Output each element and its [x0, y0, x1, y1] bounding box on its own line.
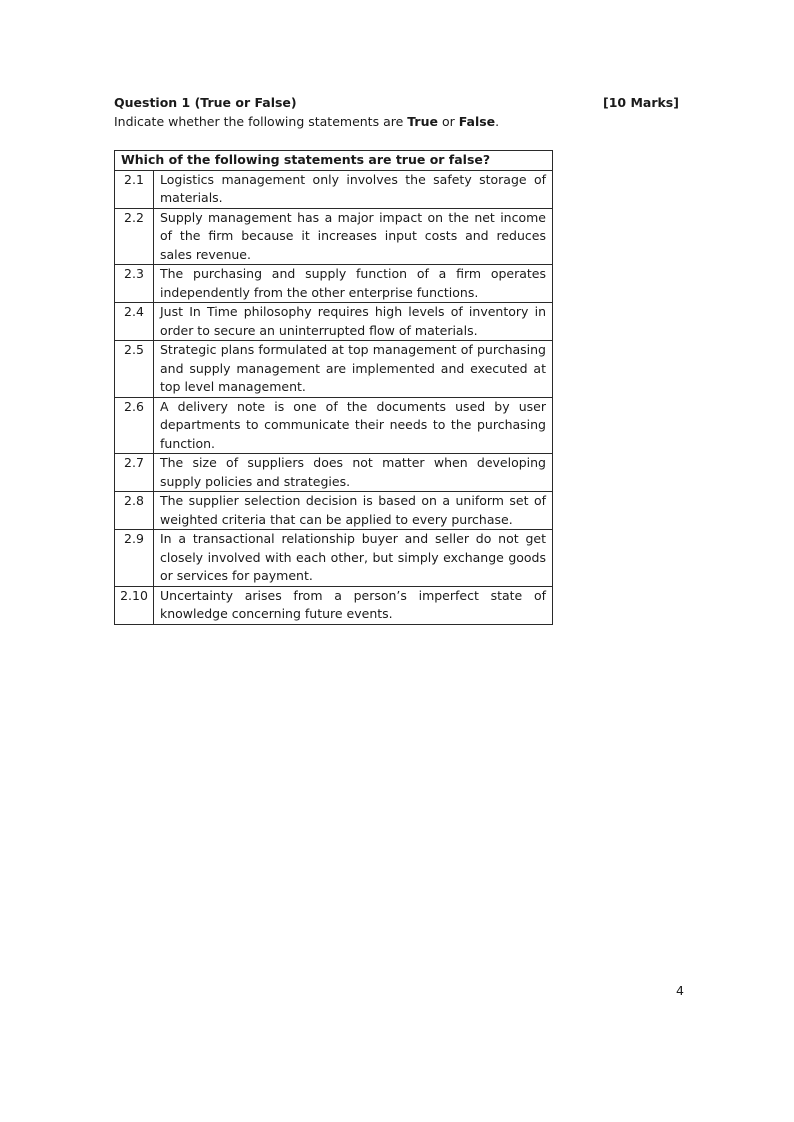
instruction-true: True	[407, 114, 438, 129]
statement-text: Strategic plans formulated at top management of purchasing and supply management are implemented and executed at top level management.	[154, 341, 553, 398]
table-row	[115, 341, 553, 398]
table-row	[115, 454, 553, 492]
table-header-row	[115, 151, 553, 171]
statement-text: The purchasing and supply function of a firm operates independently from the other enterprise functions.	[154, 265, 553, 303]
table-row	[115, 208, 553, 265]
table-row	[115, 397, 553, 454]
question-instruction	[114, 114, 499, 129]
instruction-suffix: .	[495, 114, 500, 129]
question-marks: [10 Marks]	[603, 95, 679, 110]
statement-number: 2.9	[115, 530, 154, 587]
page-number: 4	[676, 983, 684, 998]
question-title: Question 1 (True or False)	[114, 95, 297, 110]
table-header: Which of the following statements are true or false?	[115, 151, 553, 171]
statement-number: 2.8	[115, 492, 154, 530]
true-false-table	[114, 150, 553, 625]
statement-number: 2.4	[115, 303, 154, 341]
statement-text: Just In Time philosophy requires high levels of inventory in order to secure an uninterrupted flow of materials.	[154, 303, 553, 341]
statement-number: 2.1	[115, 170, 154, 208]
statement-text: Uncertainty arises from a person’s imperfect state of knowledge concerning future events.	[154, 586, 553, 624]
statement-number: 2.5	[115, 341, 154, 398]
statement-number: 2.2	[115, 208, 154, 265]
statement-number: 2.7	[115, 454, 154, 492]
table-row	[115, 170, 553, 208]
statement-number: 2.3	[115, 265, 154, 303]
table-row	[115, 492, 553, 530]
statement-text: The size of suppliers does not matter when developing supply policies and strategies.	[154, 454, 553, 492]
statement-text: The supplier selection decision is based on a uniform set of weighted criteria that can be applied to every purchase.	[154, 492, 553, 530]
statement-text: In a transactional relationship buyer and seller do not get closely involved with each other, but simply exchange goods or services for payment.	[154, 530, 553, 587]
statement-number: 2.6	[115, 397, 154, 454]
statement-number: 2.10	[115, 586, 154, 624]
statement-text: Logistics management only involves the safety storage of materials.	[154, 170, 553, 208]
instruction-prefix: Indicate whether the following statements are	[114, 114, 408, 129]
table-row	[115, 303, 553, 341]
table-row	[115, 530, 553, 587]
table-row	[115, 586, 553, 624]
statement-text: A delivery note is one of the documents used by user departments to communicate their needs to the purchasing function.	[154, 397, 553, 454]
table-row	[115, 265, 553, 303]
statement-text: Supply management has a major impact on the net income of the firm because it increases input costs and reduces sales revenue.	[154, 208, 553, 265]
instruction-false: False	[458, 114, 496, 129]
instruction-or: or	[437, 114, 459, 129]
